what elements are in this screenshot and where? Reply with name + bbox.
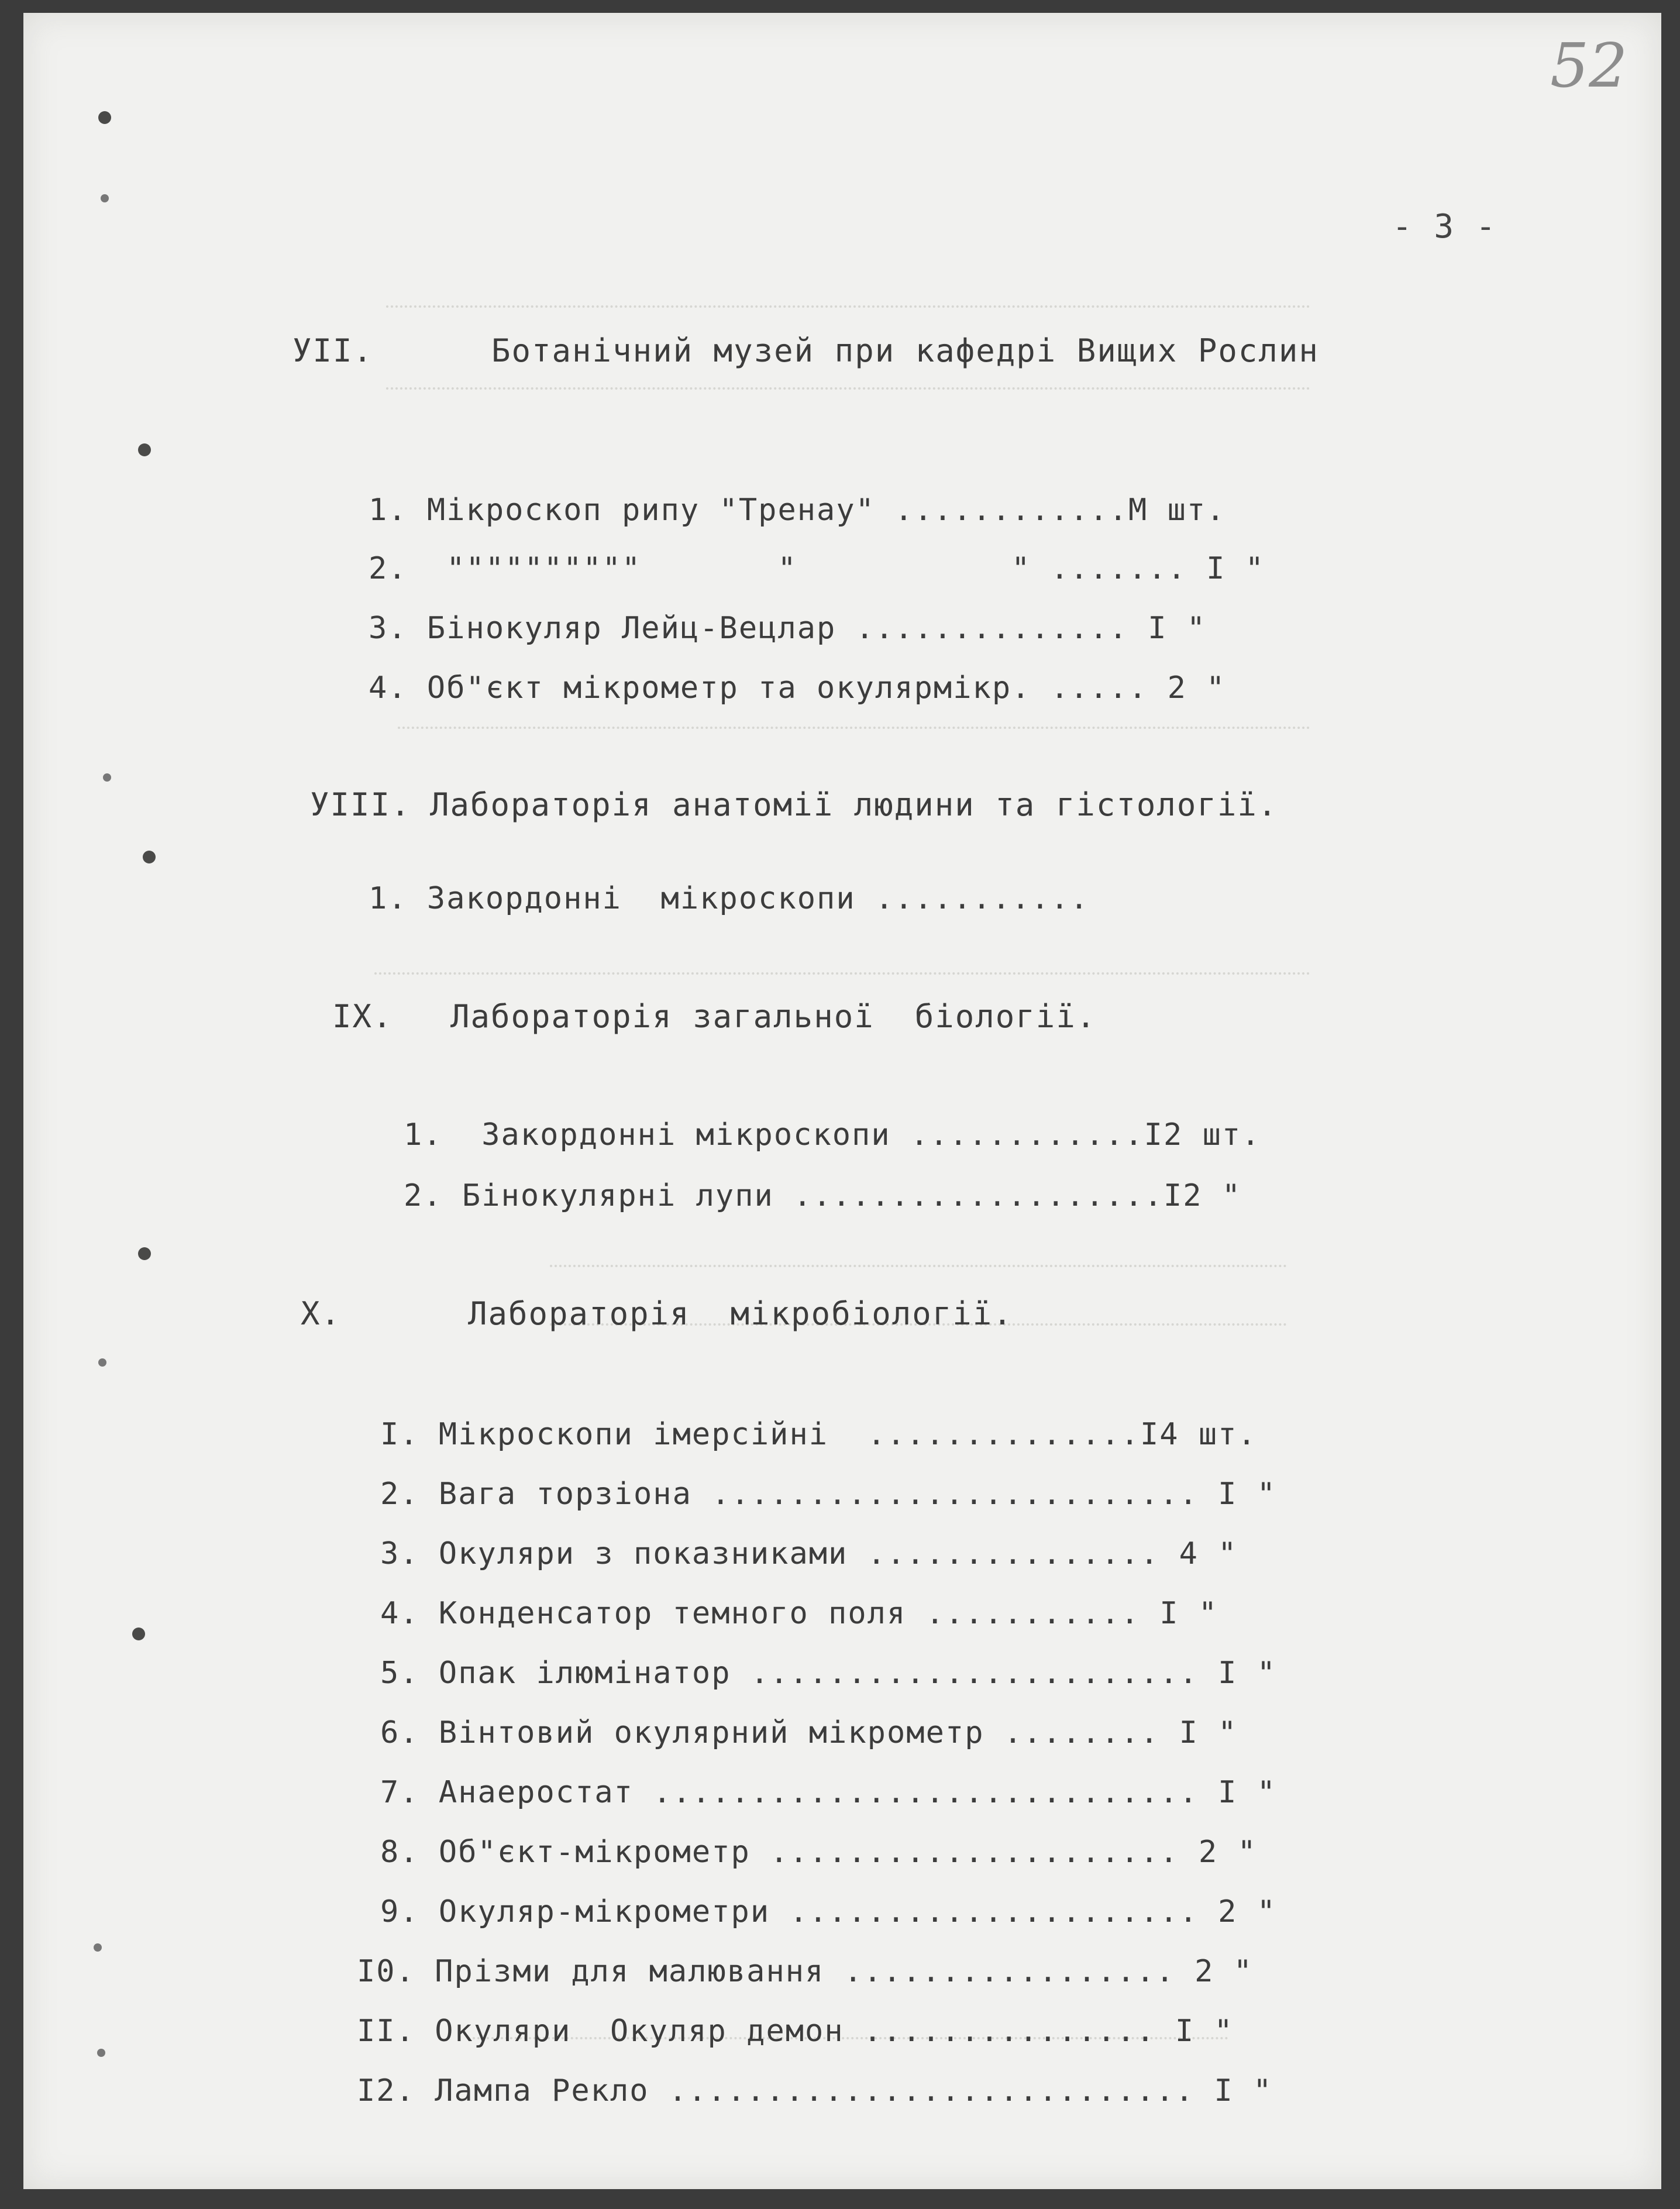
- punch-hole: [98, 111, 111, 124]
- bleed-through-line: [386, 387, 1310, 390]
- section-numeral: УІІ.: [292, 332, 374, 369]
- list-item: 7. Анаеростат ............................ І ": [380, 1775, 1277, 1810]
- handwritten-page-number: 52: [1550, 30, 1628, 101]
- bleed-through-line: [374, 972, 1310, 975]
- punch-hole: [138, 443, 151, 456]
- punch-hole: [101, 194, 109, 202]
- punch-hole: [94, 1943, 102, 1952]
- section-numeral: УІІІ.: [310, 786, 411, 823]
- punch-hole: [103, 773, 111, 782]
- list-item: 3. Бінокуляр Лейц-Вецлар .............. І ": [369, 611, 1207, 646]
- list-item: 1. Закордонні мікроскопи ...........: [369, 881, 1090, 916]
- list-item: ІІ. Окуляри Окуляр демон ............... І ": [357, 2014, 1234, 2049]
- document-page: [23, 13, 1661, 2189]
- list-item: 3. Окуляри з показниками ............... 4 ": [380, 1536, 1238, 1571]
- list-item: І2. Лампа Рекло ........................... І ": [357, 2073, 1273, 2108]
- bleed-through-line: [398, 727, 1310, 729]
- list-item: 9. Окуляр-мікрометри ..................... 2 ": [380, 1894, 1277, 1929]
- punch-hole: [138, 1247, 151, 1260]
- section-title: Лабораторія загальної біології.: [450, 998, 1097, 1035]
- list-item: 4. Об"єкт мікрометр та окулярмікр. ..... 2 ": [369, 670, 1226, 706]
- list-item: І0. Прізми для малювання ................. 2 ": [357, 1954, 1254, 1989]
- list-item: 2. Бінокулярні лупи ...................І2 ": [404, 1178, 1242, 1213]
- bleed-through-line: [386, 305, 1310, 308]
- list-item: 2. """""""""" " " ....... І ": [369, 551, 1265, 586]
- punch-hole: [98, 1358, 106, 1367]
- section-title: Ботанічний музей при кафедрі Вищих Рослин: [491, 332, 1319, 369]
- section-numeral: ІХ.: [332, 998, 393, 1035]
- punch-hole: [97, 2049, 105, 2057]
- punch-hole: [143, 851, 156, 863]
- list-item: 1. Мікроскоп рипу "Тренау" ............М шт.: [369, 493, 1226, 528]
- list-item: 2. Вага торзіона ......................... І ": [380, 1477, 1277, 1512]
- page-number: - 3 -: [1392, 208, 1497, 246]
- list-item: 1. Закордонні мікроскопи ............І2 шт.: [404, 1117, 1261, 1152]
- list-item: 8. Об"єкт-мікрометр ..................... 2 ": [380, 1835, 1257, 1870]
- list-item: 6. Вінтовий окулярний мікрометр ........ І ": [380, 1715, 1238, 1750]
- list-item: І. Мікроскопи імерсійні ..............І4 шт.: [380, 1417, 1257, 1452]
- list-item: 5. Опак ілюмінатор ....................... І ": [380, 1656, 1277, 1691]
- section-numeral: Х.: [301, 1295, 342, 1332]
- section-title: Лабораторія анатомії людини та гістології.: [430, 786, 1278, 823]
- list-item: 4. Конденсатор темного поля ........... І ": [380, 1596, 1218, 1631]
- bleed-through-line: [550, 1265, 1287, 1267]
- punch-hole: [132, 1627, 145, 1640]
- section-title: Лабораторія мікробіології.: [468, 1295, 1013, 1332]
